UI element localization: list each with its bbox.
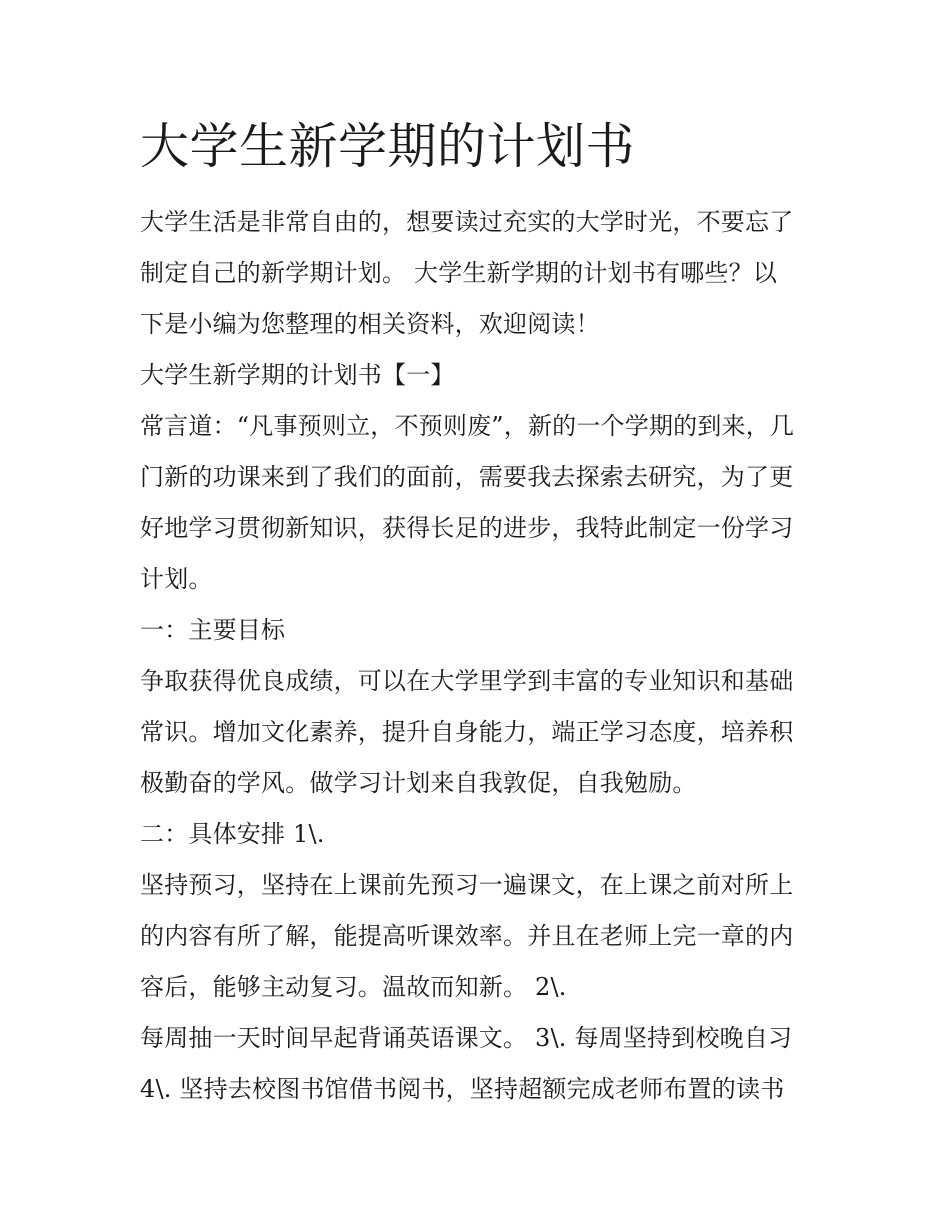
document-body [140,197,820,1115]
body-line: 容后，能够主动复习。温故而知新。 2\. [140,973,567,1001]
body-line: 坚持预习，坚持在上课前先预习一遍课文，在上课之前对所上 [140,871,794,899]
body-line: 下是小编为您整理的相关资料，欢迎阅读！ [140,310,600,338]
body-line: 常言道：“凡事预则立，不预则废”，新的一个学期的到来，几 [140,412,795,440]
body-line: 争取获得优良成绩，可以在大学里学到丰富的专业知识和基础 [140,667,794,695]
body-line: 好地学习贯彻新知识，获得长足的进步，我特此制定一份学习 [140,514,794,542]
body-line: 每周抽一天时间早起背诵英语课文。 3\. 每周坚持到校晚自习 [140,1024,793,1052]
body-line: 常识。增加文化素养，提升自身能力，端正学习态度，培养积 [140,718,794,746]
body-line: 计划。 [140,565,213,593]
body-line: 门新的功课来到了我们的面前，需要我去探索去研究，为了更 [140,463,794,491]
document-title: 大学生新学期的计划书 [140,118,636,175]
body-line: 极勤奋的学风。做学习计划来自我敦促，自我勉励。 [140,769,697,797]
body-line: 的内容有所了解，能提高听课效率。并且在老师上完一章的内 [140,922,794,950]
subsection-heading: 二：具体安排 1\. [140,820,325,848]
body-line: 4\. 坚持去校图书馆借书阅书，坚持超额完成老师布置的读书 [140,1075,785,1103]
body-line: 大学生活是非常自由的，想要读过充实的大学时光，不要忘了 [140,208,794,236]
subsection-heading: 一：主要目标 [140,616,286,644]
section-heading: 大学生新学期的计划书【一】 [140,361,455,389]
body-line: 制定自己的新学期计划。 大学生新学期的计划书有哪些？以 [140,259,778,287]
